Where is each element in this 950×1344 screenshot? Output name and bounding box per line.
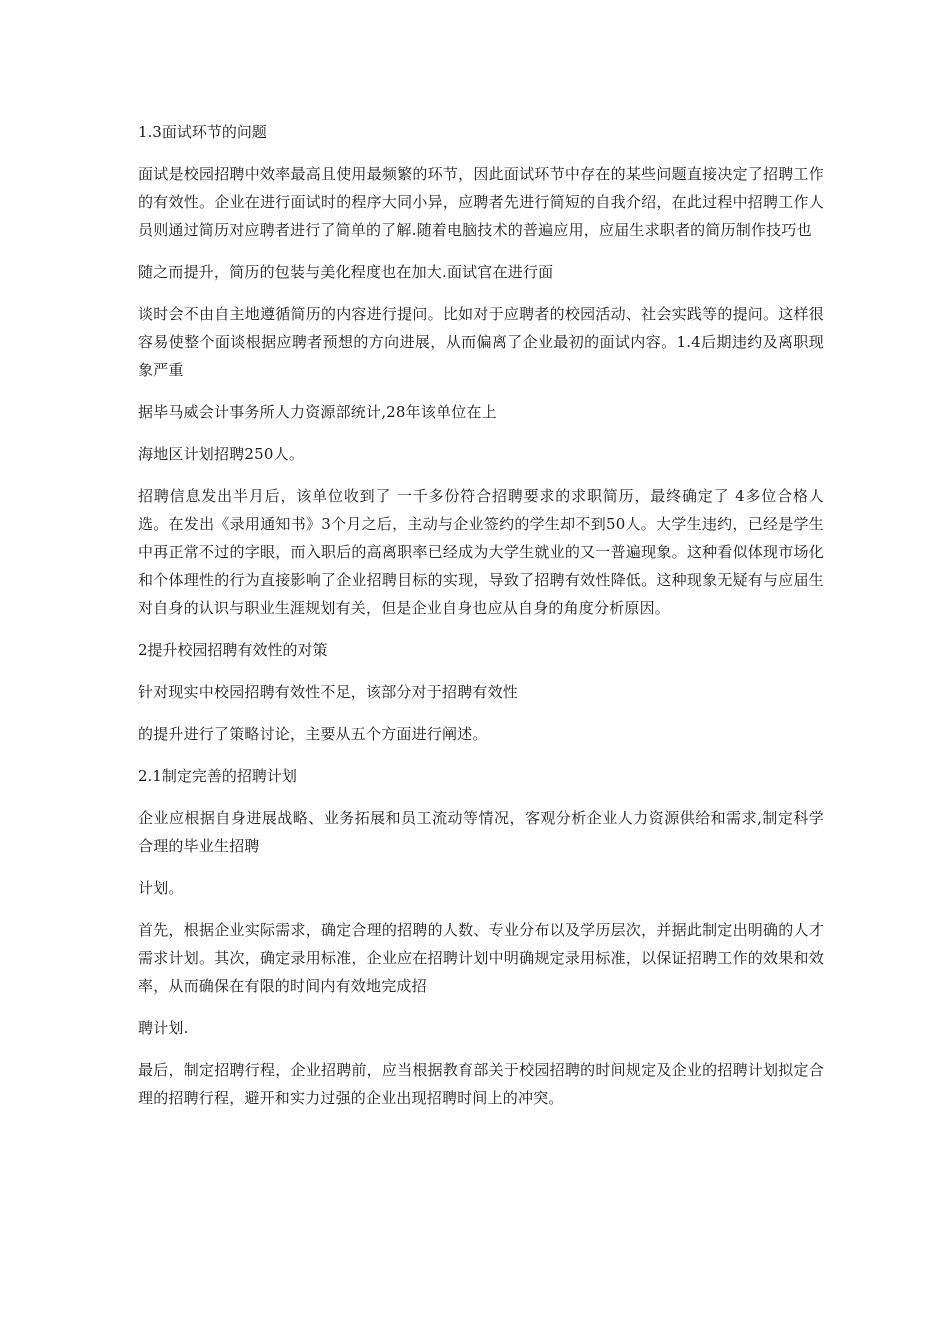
section-heading-2-1: 2.1制定完善的招聘计划 [138, 767, 297, 785]
paragraph: 随之而提升，简历的包装与美化程度也在加大.面试官在进行面 [138, 263, 554, 281]
paragraph: 海地区计划招聘250人。 [138, 445, 305, 463]
section-heading-2: 2提升校园招聘有效性的对策 [138, 641, 328, 659]
paragraph: 据毕马威会计事务所人力资源部统计,28年该单位在上 [138, 403, 497, 421]
paragraph: 首先，根据企业实际需求，确定合理的招聘的人数、专业分布以及学历层次，并据此制定出明确的人才需求计划。其次，确定录用标准，企业应在招聘计划中明确规定录用标准，以保证招聘工作的效果和效率，从而确保在有限的时间内有效地完成招 [138, 921, 824, 995]
paragraph: 计划。 [138, 879, 184, 897]
paragraph: 最后，制定招聘行程，企业招聘前，应当根据教育部关于校园招聘的时间规定及企业的招聘计划拟定合理的招聘行程，避开和实力过强的企业出现招聘时间上的冲突。 [138, 1061, 824, 1107]
paragraph: 的提升进行了策略讨论，主要从五个方面进行阐述。 [138, 725, 488, 743]
paragraph: 面试是校园招聘中效率最高且使用最频繁的环节，因此面试环节中存在的某些问题直接决定了招聘工作的有效性。企业在进行面试时的程序大同小异，应聘者先进行简短的自我介绍，在此过程中招聘工作人员则通过简历对应聘者进行了简单的了解.随着电脑技术的普遍应用，应届生求职者的简历制作技巧也 [138, 165, 824, 239]
document-page [138, 118, 824, 1126]
paragraph: 企业应根据自身进展战略、业务拓展和员工流动等情况，客观分析企业人力资源供给和需求,制定科学合理的毕业生招聘 [138, 809, 824, 855]
paragraph: 聘计划. [138, 1019, 189, 1037]
section-heading-1-3: 1.3面试环节的问题 [138, 123, 267, 141]
paragraph: 针对现实中校园招聘有效性不足，该部分对于招聘有效性 [138, 683, 519, 701]
paragraph: 谈时会不由自主地遵循简历的内容进行提问。比如对于应聘者的校园活动、社会实践等的提问。这样很容易使整个面谈根据应聘者预想的方向进展，从而偏离了企业最初的面试内容。1.4后期违约及离职现象严重 [138, 305, 824, 379]
paragraph: 招聘信息发出半月后，该单位收到了 一千多份符合招聘要求的求职简历，最终确定了 4多位合格人选。在发出《录用通知书》3个月之后，主动与企业签约的学生却不到50人。大学生违约，已经是学生中再正常不过的字眼，而入职后的高离职率已经成为大学生就业的又一普遍现象。这种看似体现市场化和个体理性的行为直接影响了企业招聘目标的实现，导致了招聘有效性降低。这种现象无疑有与应届生对自身的认识与职业生涯规划有关，但是企业自身也应从自身的角度分析原因。 [138, 487, 824, 617]
